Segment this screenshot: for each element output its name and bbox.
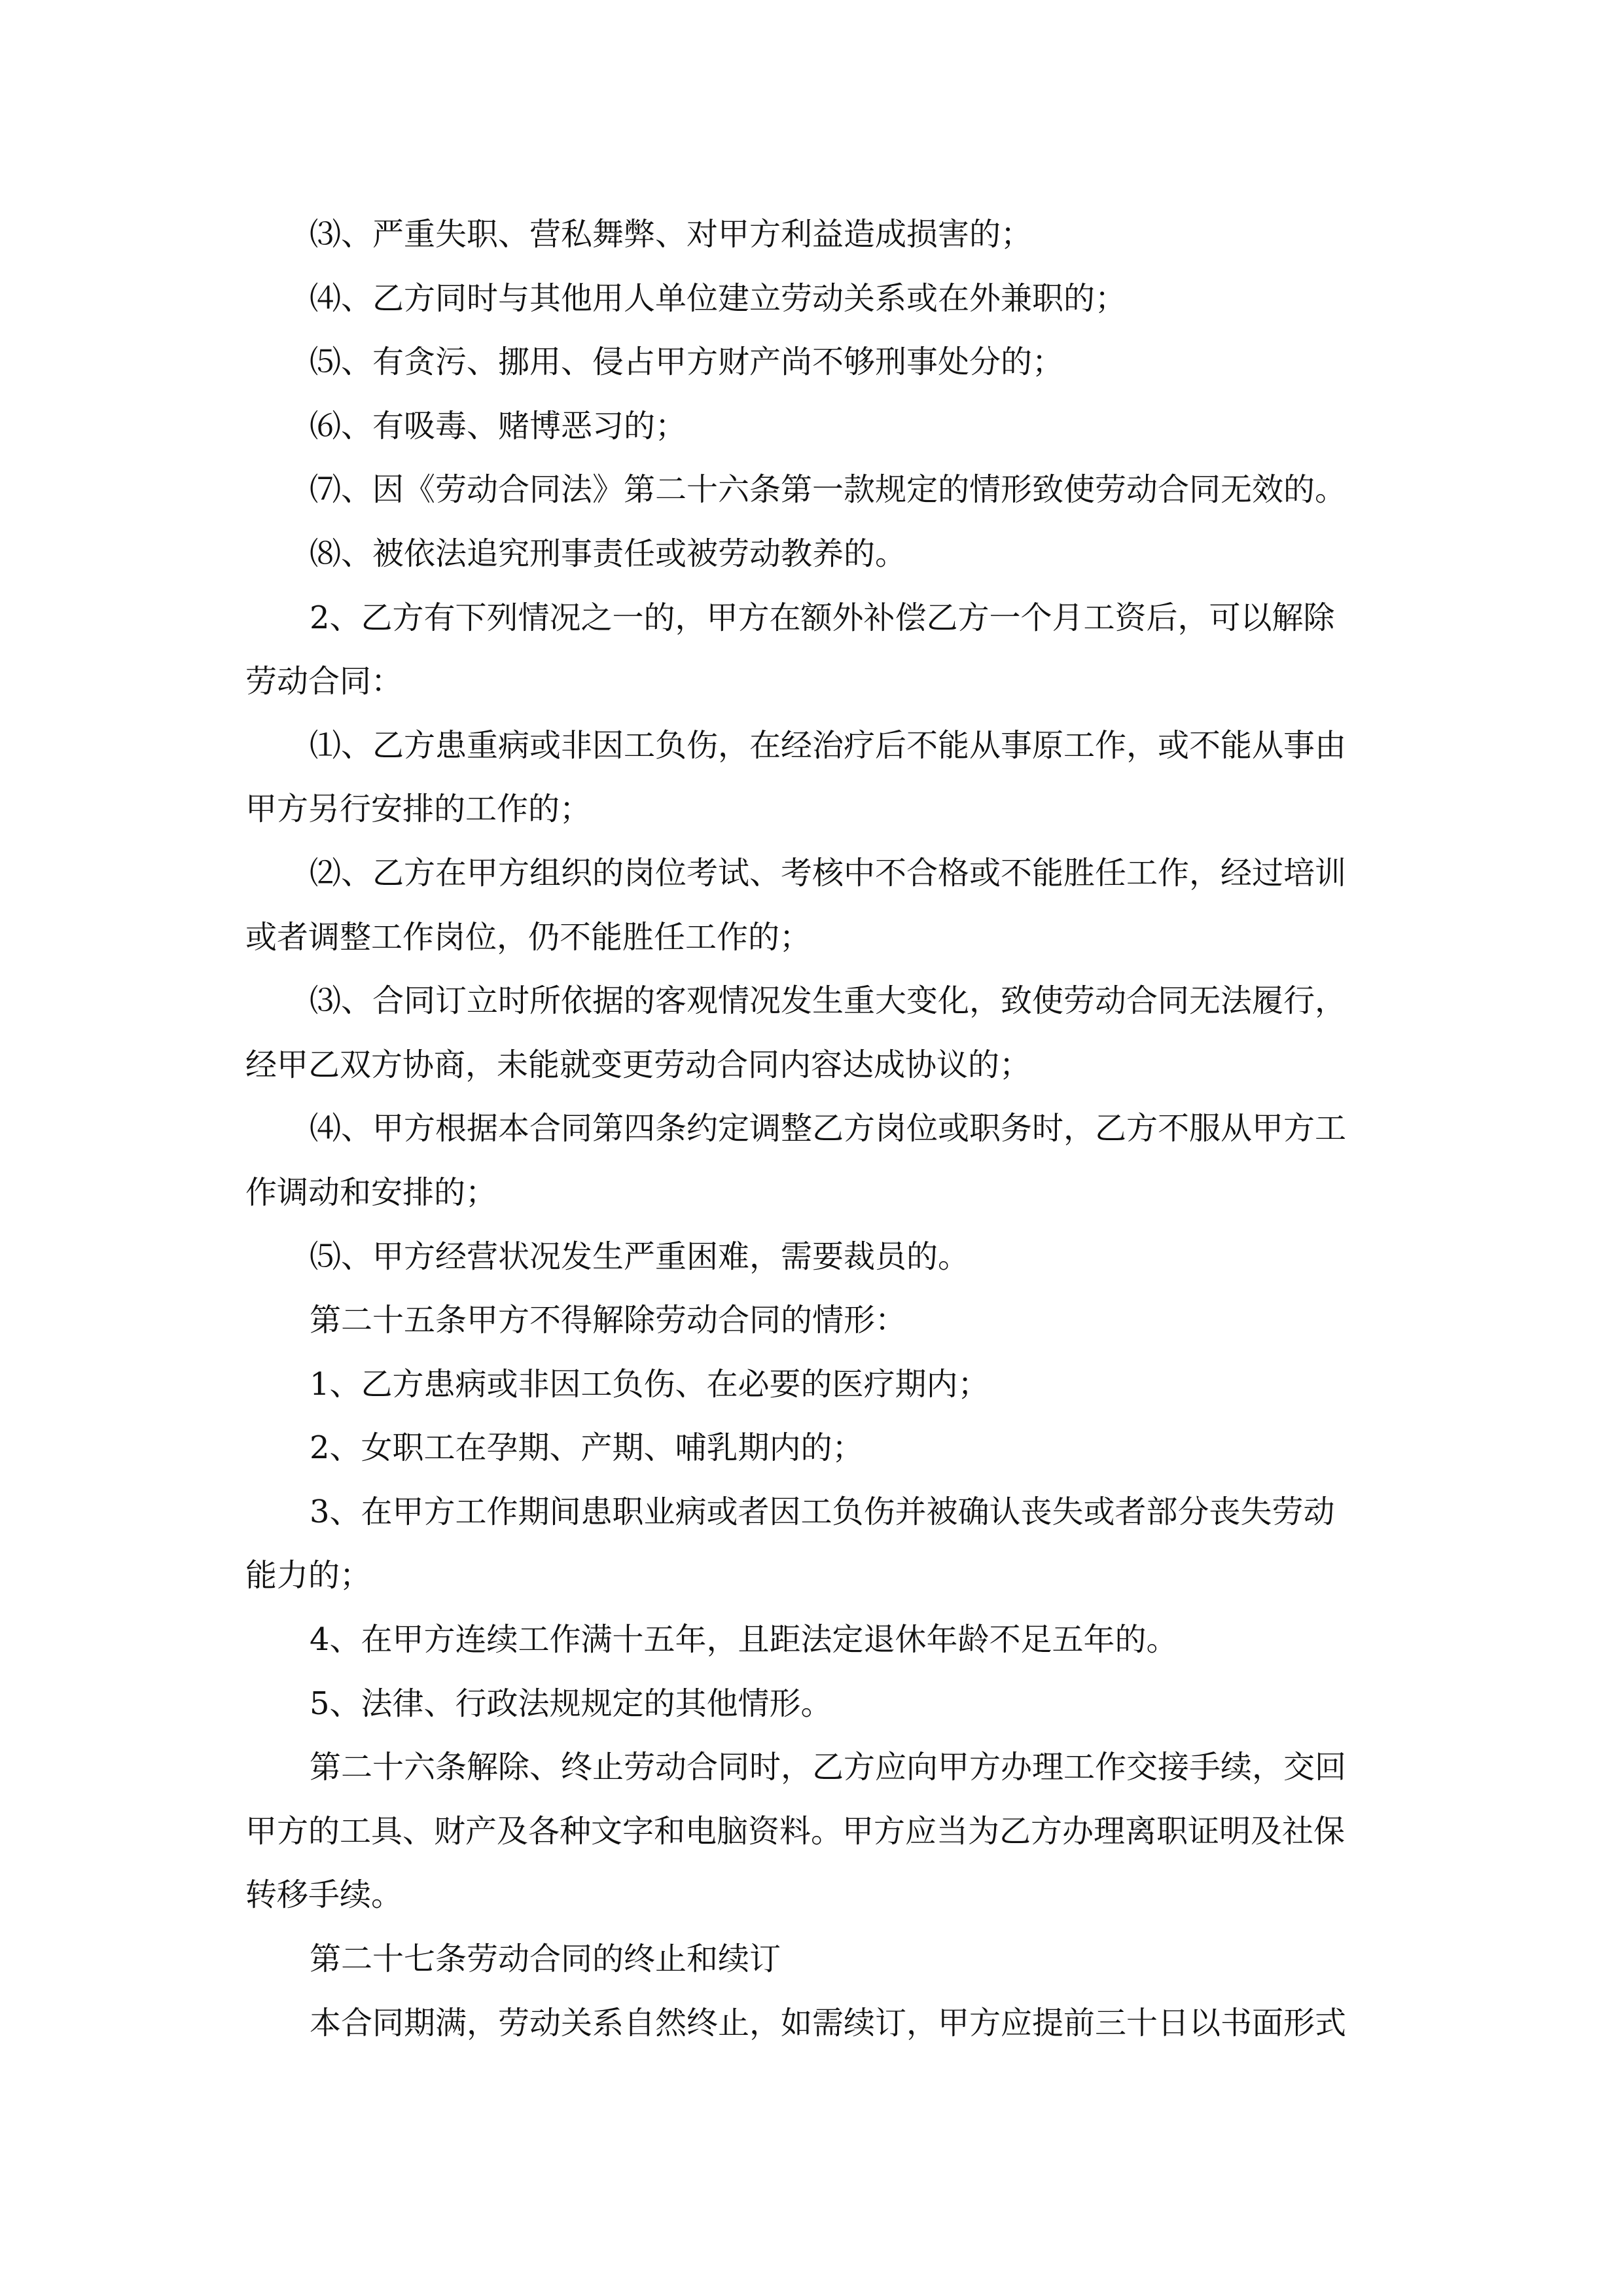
text-line: ⑶、严重失职、营私舞弊、对甲方利益造成损害的； [310,216,1033,253]
text-line: ⑻、被依法追究刑事责任或被劳动教养的。 [310,535,907,572]
text-line: 1、乙方患病或非因工负伤、在必要的医疗期内； [310,1365,990,1403]
text-line: ⑵、乙方在甲方组织的岗位考试、考核中不合格或不能胜任工作，经过培训 [310,854,1347,891]
text-line: ⑹、有吸毒、赌博恶习的； [310,407,687,444]
text-line: 甲方另行安排的工作的； [245,791,592,828]
text-line: 作调动和安排的； [245,1174,497,1211]
text-line: 3、在甲方工作期间患职业病或者因工负伤并被确认丧失或者部分丧失劳动 [310,1493,1335,1530]
text-line: 劳动合同： [245,663,403,700]
text-line: 甲方的工具、财产及各种文字和电脑资料。甲方应当为乙方办理离职证明及社保 [245,1812,1346,1850]
text-line: 或者调整工作岗位，仍不能胜任工作的； [245,918,812,956]
text-line: ⑴、乙方患重病或非因工负伤，在经治疗后不能从事原工作，或不能从事由 [310,726,1347,764]
text-line: ⑷、甲方根据本合同第四条约定调整乙方岗位或职务时，乙方不服从甲方工 [310,1110,1347,1147]
text-line: 经甲乙双方协商，未能就变更劳动合同内容达成协议的； [245,1046,1031,1083]
text-line: 2、女职工在孕期、产期、哺乳期内的； [310,1429,864,1467]
text-line: ⑷、乙方同时与其他用人单位建立劳动关系或在外兼职的； [310,279,1127,317]
text-line: 4、在甲方连续工作满十五年，且距法定退休年龄不足五年的。 [310,1621,1178,1659]
text-line: 能力的； [245,1557,372,1594]
text-line: 5、法律、行政法规规定的其他情形。 [310,1685,832,1722]
text-line: 第二十七条劳动合同的终止和续订 [310,1941,781,1978]
text-line: 转移手续。 [245,1876,403,1914]
document-body [245,203,1384,2055]
text-line: 2、乙方有下列情况之一的，甲方在额外补偿乙方一个月工资后，可以解除 [310,599,1335,636]
text-line: ⑶、合同订立时所依据的客观情况发生重大变化，致使劳动合同无法履行， [310,982,1347,1020]
text-line: 第二十五条甲方不得解除劳动合同的情形： [310,1302,907,1339]
text-line: ⑺、因《劳动合同法》第二十六条第一款规定的情形致使劳动合同无效的。 [310,471,1347,509]
text-line: ⑸、甲方经营状况发生严重困难，需要裁员的。 [310,1238,970,1275]
text-line: 第二十六条解除、终止劳动合同时，乙方应向甲方办理工作交接手续，交回 [310,1749,1347,1786]
text-line: 本合同期满，劳动关系自然终止，如需续订，甲方应提前三十日以书面形式 [310,2004,1347,2041]
text-line: ⑸、有贪污、挪用、侵占甲方财产尚不够刑事处分的； [310,344,1064,381]
